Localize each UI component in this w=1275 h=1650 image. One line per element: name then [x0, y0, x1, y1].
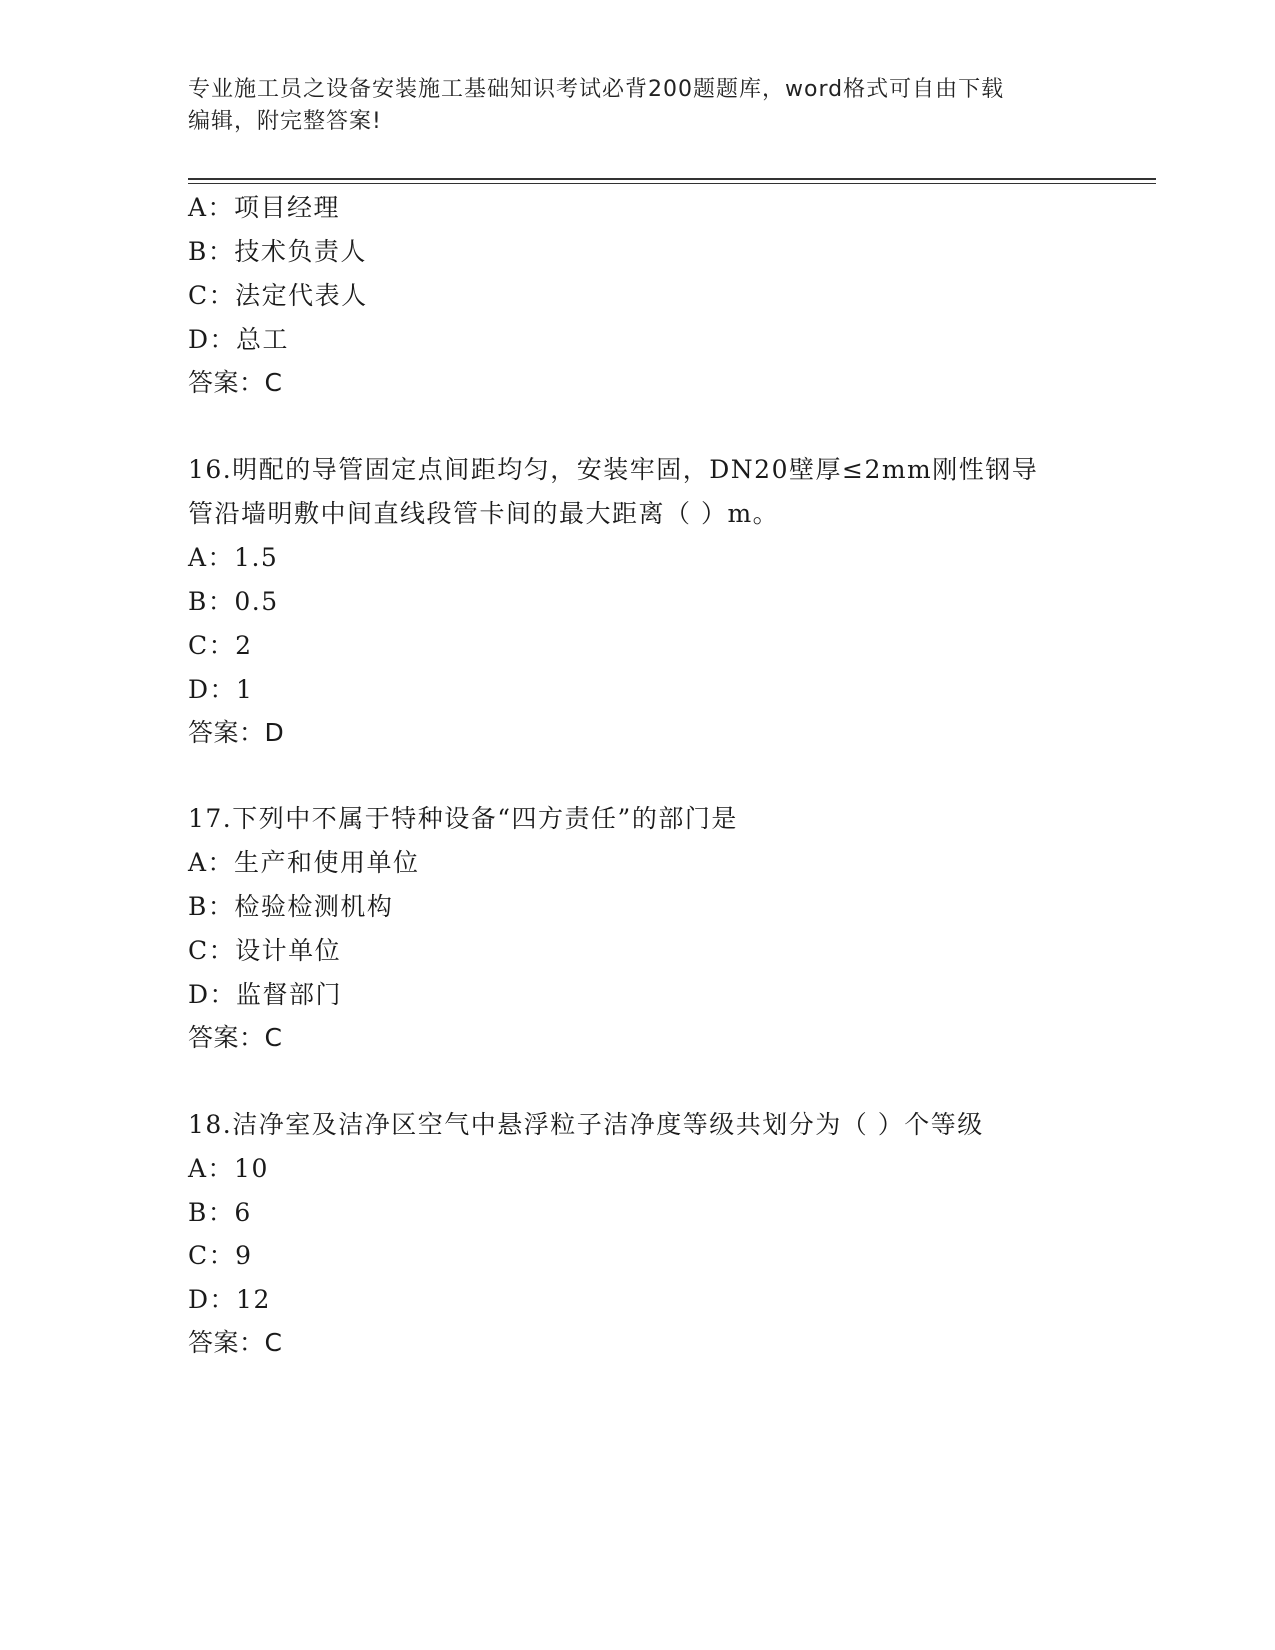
header-line-1: 专业施工员之设备安装施工基础知识考试必背200题题库，word格式可自由下载 — [188, 77, 1005, 102]
q15-option-b: B：技术负责人 — [188, 237, 367, 266]
q15-answer: 答案：C — [188, 368, 283, 397]
q18-answer: 答案：C — [188, 1328, 283, 1357]
q16-option-a: A：1.5 — [188, 543, 279, 572]
q17-answer: 答案：C — [188, 1023, 283, 1052]
q17-option-c: C：设计单位 — [188, 936, 342, 965]
q18-option-d: D：12 — [188, 1285, 271, 1314]
q16-stem-line-1: 16.明配的导管固定点间距均匀，安装牢固，DN20壁厚≤2mm刚性钢导 — [188, 455, 1039, 484]
q16-option-b: B：0.5 — [188, 587, 279, 616]
q15-option-d: D：总工 — [188, 325, 290, 354]
q17-stem-line-1: 17.下列中不属于特种设备“四方责任”的部门是 — [188, 804, 738, 833]
q15-option-a: A：项目经理 — [188, 193, 341, 222]
q17-option-b: B：检验检测机构 — [188, 892, 394, 921]
q18-option-b: B：6 — [188, 1198, 252, 1227]
q16-stem-line-2: 管沿墙明敷中间直线段管卡间的最大距离（ ）m。 — [188, 499, 780, 528]
q17-option-a: A：生产和使用单位 — [188, 848, 420, 877]
q18-option-a: A：10 — [188, 1154, 269, 1183]
q16-option-c: C：2 — [188, 631, 253, 660]
q15-option-c: C：法定代表人 — [188, 281, 368, 310]
q18-option-c: C：9 — [188, 1241, 253, 1270]
q16-answer: 答案：D — [188, 718, 285, 747]
header-divider-thick — [188, 178, 1156, 180]
q17-option-d: D：监督部门 — [188, 980, 343, 1009]
document-header — [188, 74, 1088, 138]
header-line-2: 编辑，附完整答案! — [188, 109, 382, 134]
q16-option-d: D：1 — [188, 675, 254, 704]
q18-stem-line-1: 18.洁净室及洁净区空气中悬浮粒子洁净度等级共划分为（ ）个等级 — [188, 1110, 984, 1139]
header-divider-thin — [188, 183, 1156, 184]
